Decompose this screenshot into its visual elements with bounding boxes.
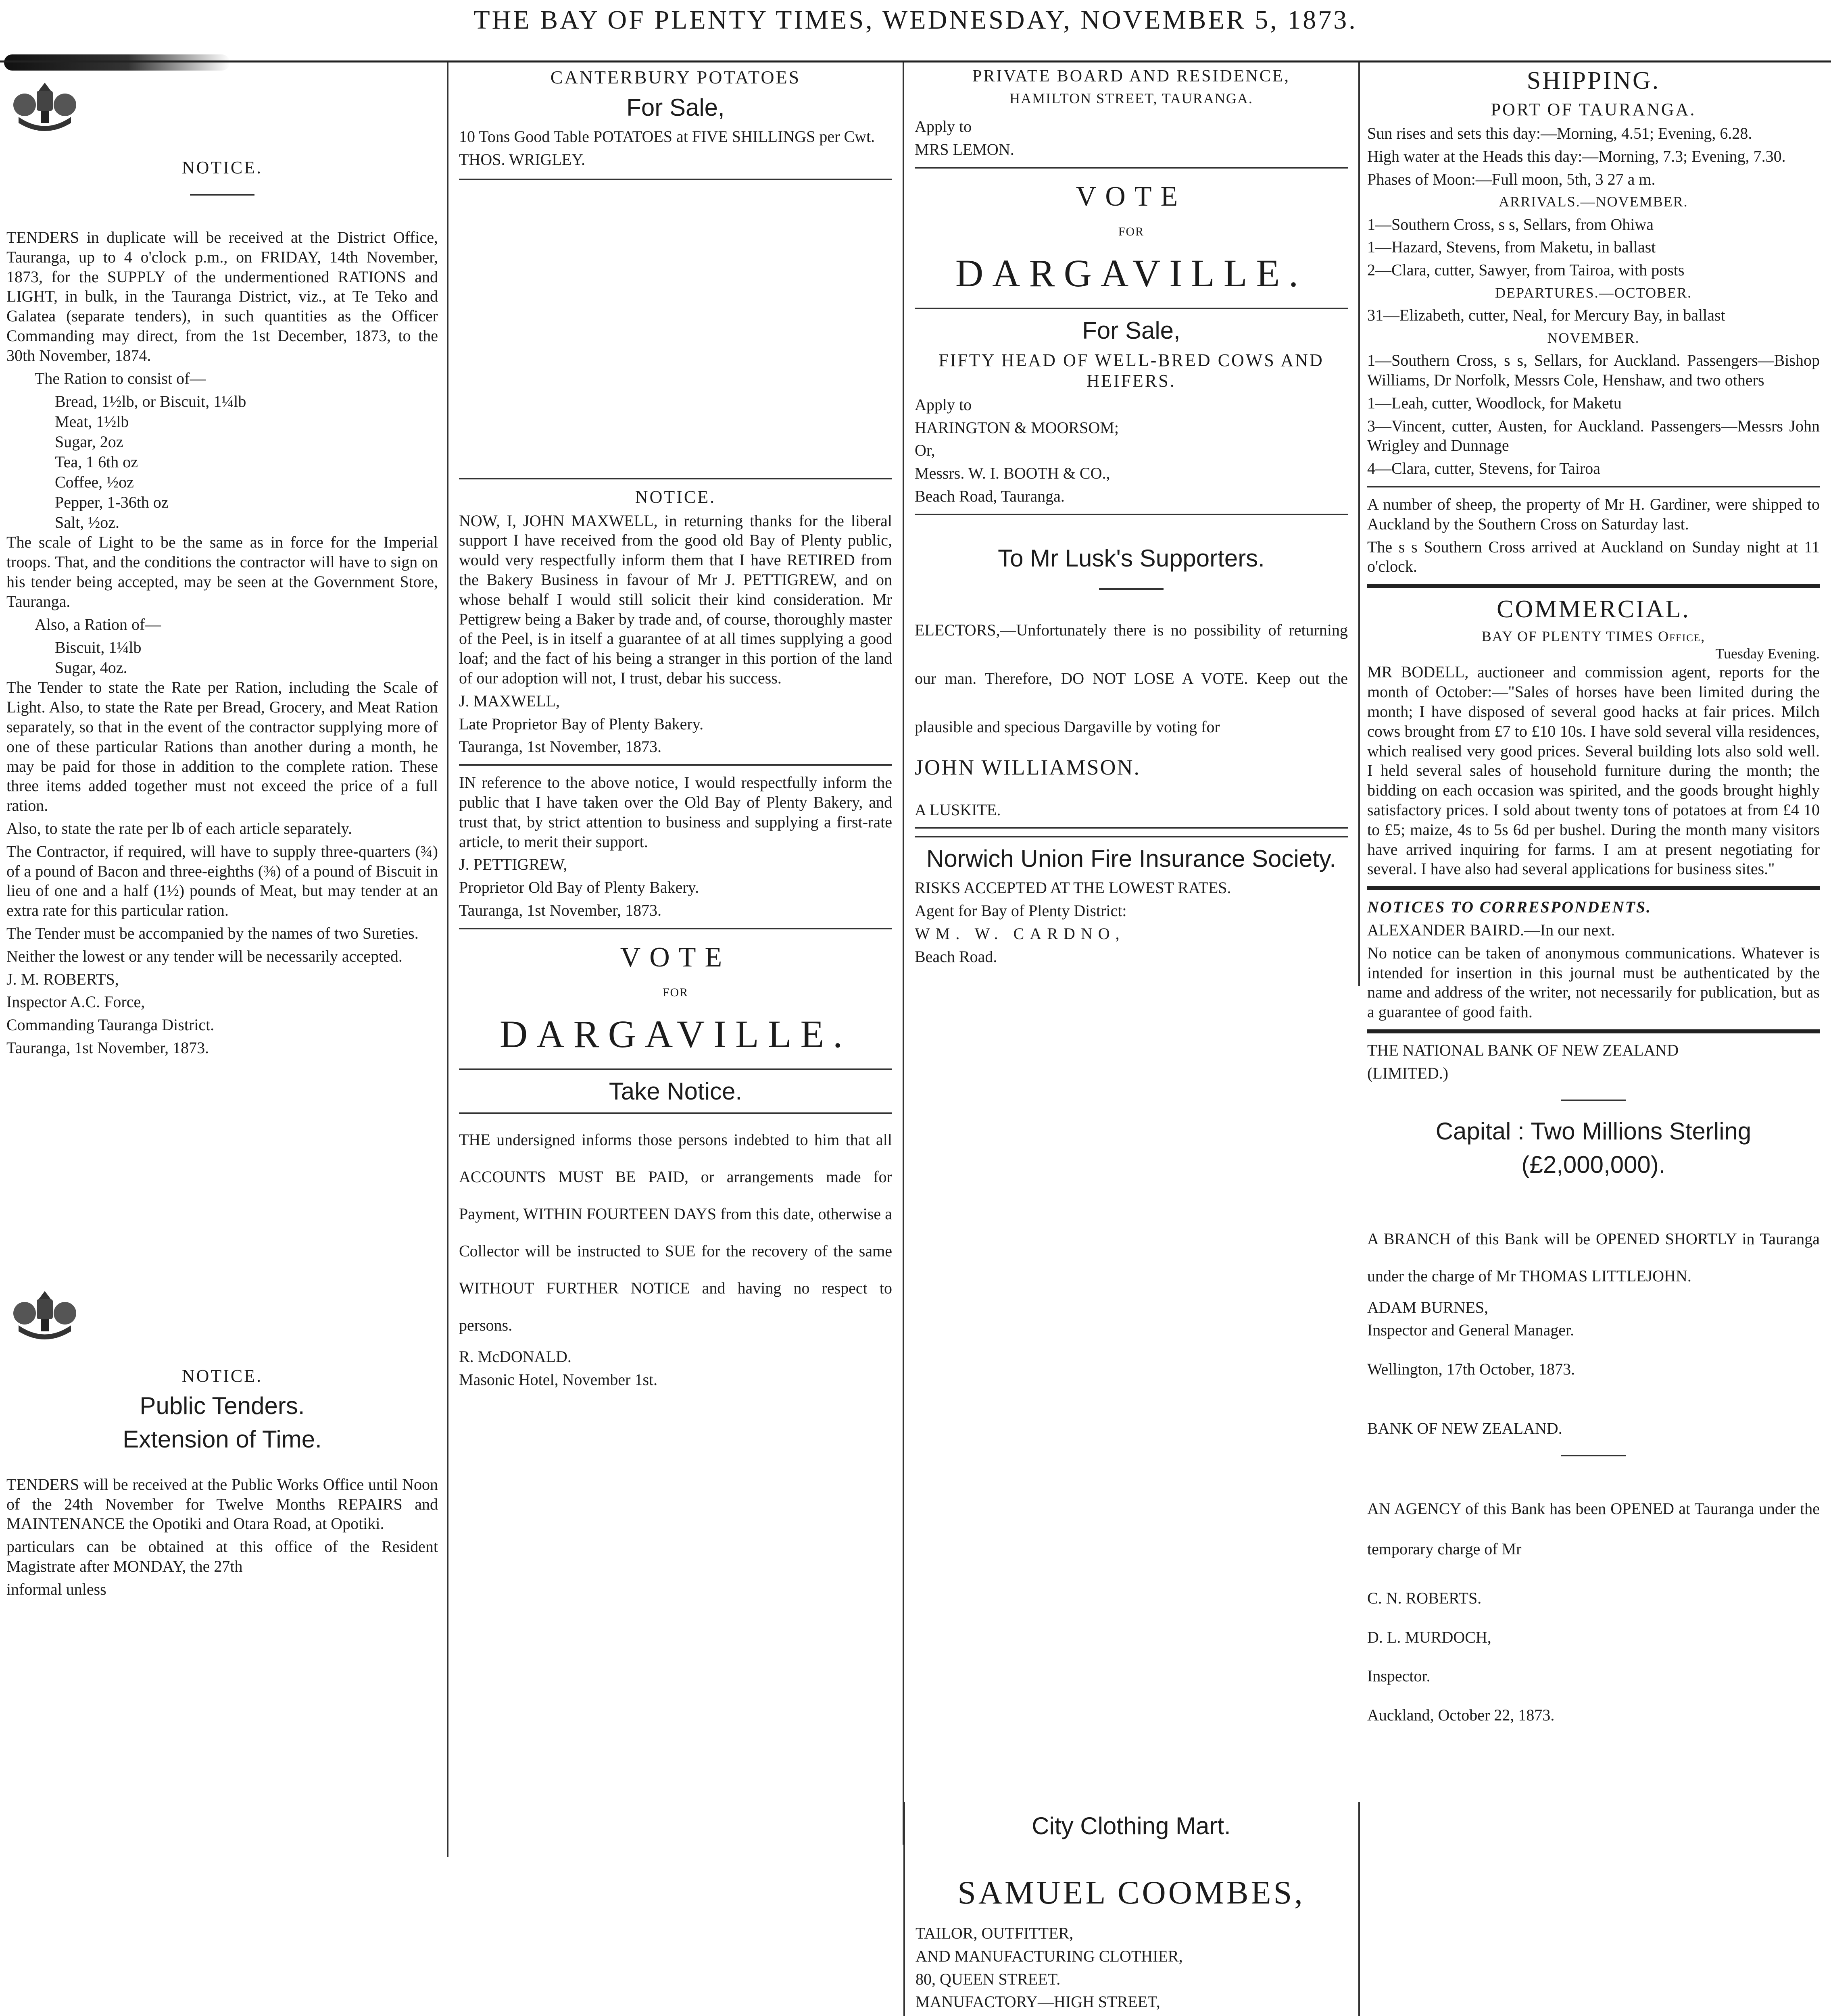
arrival-item: 1—Hazard, Stevens, from Maketu, in ballast bbox=[1367, 238, 1656, 256]
ad-signature: A LUSKITE. bbox=[915, 800, 1001, 819]
ad-bank-of-new-zealand bbox=[1367, 1419, 1820, 1725]
ad-heading: BANK OF NEW ZEALAND. bbox=[1367, 1419, 1562, 1438]
ad-place: Masonic Hotel, November 1st. bbox=[459, 1370, 658, 1389]
ad-city-clothing-mart bbox=[911, 1806, 1351, 2016]
notice-para: Neither the lowest or any tender will be necessarily accepted. bbox=[6, 947, 402, 965]
ad-heading: Norwich Union Fire Insurance Society. bbox=[926, 845, 1336, 873]
ad-name: MRS LEMON. bbox=[915, 140, 1014, 158]
ad-heading: THE NATIONAL BANK OF NEW ZEALAND bbox=[1367, 1041, 1679, 1060]
ad-signature: THOS. WRIGLEY. bbox=[459, 150, 585, 169]
departure-item: 4—Clara, cutter, Stevens, for Tairoa bbox=[1367, 459, 1601, 478]
notice-para: informal unless bbox=[6, 1580, 106, 1598]
departure-item: 1—Southern Cross, s s, Sellars, for Auckland. Passengers—Bishop Williams, Dr Norfolk, Messrs Cole, Henshaw, and two others bbox=[1367, 351, 1820, 389]
ad-agent: HARINGTON & MOORSOM; bbox=[915, 418, 1119, 437]
notice-bakery bbox=[459, 487, 892, 921]
departure-item: 1—Leah, cutter, Woodlock, for Maketu bbox=[1367, 394, 1622, 412]
ad-candidate: JOHN WILLIAMSON. bbox=[915, 755, 1141, 779]
ration-item: Meat, 1½lb bbox=[55, 412, 129, 431]
notice-subheading: Public Tenders. bbox=[140, 1392, 305, 1419]
notice-para: particulars can be obtained at this office of the Resident Magistrate after MONDAY, the 27th bbox=[6, 1537, 438, 1575]
ad-heading: PRIVATE BOARD AND RESIDENCE, bbox=[972, 67, 1290, 85]
arrival-item: 2—Clara, cutter, Sawyer, from Tairoa, with posts bbox=[1367, 261, 1685, 279]
ad-date: Wellington, 17th October, 1873. bbox=[1367, 1360, 1575, 1379]
also-list bbox=[6, 637, 438, 678]
ad-board-residence bbox=[915, 67, 1348, 160]
signature-name: J. PETTIGREW, bbox=[459, 855, 567, 874]
ad-body: AN AGENCY of this Bank has been OPENED at Tauranga under the temporary charge of Mr bbox=[1367, 1499, 1820, 1558]
ad-vote-dargaville bbox=[915, 181, 1348, 296]
ad-apply: Apply to bbox=[915, 117, 972, 136]
notice-subheading: Extension of Time. bbox=[123, 1425, 322, 1453]
ration-item: Sugar, 2oz bbox=[55, 433, 123, 451]
section-heading: SHIPPING. bbox=[1527, 67, 1660, 94]
column-3 bbox=[903, 62, 1359, 1272]
ad-trade: AND MANUFACTURING CLOTHIER, bbox=[916, 1947, 1183, 1965]
notice-heading: NOTICE. bbox=[181, 158, 263, 177]
masthead-title: THE BAY OF PLENTY TIMES, WEDNESDAY, NOVEMBER 5, 1873. bbox=[473, 5, 1358, 35]
notice-para: The Tender to state the Rate per Ration, including the Scale of Light. Also, to state the Rate per Bread, Grocery, and Meat Ration separately, so that in the event of the contractor supplying more of one of these particular Rations than another during a month, he may be paid for those in addition to the complete ration. These three items added together must not exceed the price of a full ration. bbox=[6, 678, 438, 815]
ad-capital: Capital : Two Millions Sterling bbox=[1435, 1117, 1752, 1145]
departures-heading: DEPARTURES.—OCTOBER. bbox=[1495, 284, 1692, 301]
arrivals-heading: ARRIVALS.—NOVEMBER. bbox=[1499, 194, 1688, 210]
commercial-office: BAY OF PLENTY TIMES Office, bbox=[1481, 628, 1706, 645]
ad-limited: (LIMITED.) bbox=[1367, 1064, 1449, 1082]
ad-title: Inspector and General Manager. bbox=[1367, 1321, 1574, 1339]
ad-signature: D. L. MURDOCH, bbox=[1367, 1628, 1491, 1646]
ration-list bbox=[6, 392, 438, 533]
section-commercial bbox=[1367, 595, 1820, 879]
commercial-day: Tuesday Evening. bbox=[1715, 646, 1820, 662]
signature-title: Proprietor Old Bay of Plenty Bakery. bbox=[459, 878, 699, 897]
ad-heading: To Mr Lusk's Supporters. bbox=[998, 544, 1265, 572]
ad-capital-amount: (£2,000,000). bbox=[1521, 1151, 1666, 1178]
departure-item: 31—Elizabeth, cutter, Neal, for Mercury Bay, in ballast bbox=[1367, 306, 1725, 325]
notice-para: The Tender must be accompanied by the names of two Sureties. bbox=[6, 924, 419, 942]
notice-para: The scale of Light to be the same as in force for the Imperial troops. That, and the conditions the contractor will have to sign on his tender being accepted, may be seen at the Government Store, Tauranga. bbox=[6, 533, 438, 610]
ad-agent: Messrs. W. I. BOOTH & CO., bbox=[915, 464, 1110, 483]
notice-para: TENDERS will be received at the Public Works Office until Noon of the 24th November for Twelve Months REPAIRS and MAINTENANCE the Opotiki and Otara Road, at Opotiki. bbox=[6, 1475, 438, 1533]
ad-take-notice bbox=[459, 1077, 892, 1390]
ad-trade: TAILOR, OUTFITTER, bbox=[916, 1924, 1074, 1942]
arrival-item: 1—Southern Cross, s s, Sellars, from Ohiwa bbox=[1367, 215, 1654, 233]
ad-body: ELECTORS,—Unfortunately there is no possibility of returning our man. Therefore, DO NOT LOSE A VOTE. Keep out the plausible and specious Dargaville by voting for bbox=[915, 621, 1348, 736]
ad-vote-dargaville bbox=[459, 941, 892, 1056]
notice-rations bbox=[6, 62, 438, 1058]
ad-agent: C. N. ROBERTS. bbox=[1367, 1589, 1482, 1607]
ad-norwich-union bbox=[915, 845, 1348, 966]
ad-heading: FIFTY HEAD OF WELL-BRED COWS AND HEIFERS. bbox=[938, 350, 1324, 391]
ad-signature: R. McDONALD. bbox=[459, 1347, 571, 1366]
shipping-note: The s s Southern Cross arrived at Auckland on Sunday night at 11 o'clock. bbox=[1367, 537, 1820, 576]
section-heading: COMMERCIAL. bbox=[1497, 596, 1690, 623]
notice-date: Tauranga, 1st November, 1873. bbox=[459, 737, 662, 756]
notice-public-tenders bbox=[6, 1271, 438, 1599]
ad-body: A BRANCH of this Bank will be OPENED SHORTLY in Tauranga under the charge of Mr THOMAS LITTLEJOHN. bbox=[1367, 1229, 1820, 1285]
notice-heading: NOTICE. bbox=[181, 1366, 263, 1386]
ad-potatoes bbox=[459, 67, 892, 180]
ad-signature: ADAM BURNES, bbox=[1367, 1298, 1489, 1316]
section-subheading: PORT OF TAURANGA. bbox=[1491, 100, 1696, 119]
departure-item: 3—Vincent, cutter, Austen, for Auckland. Passengers—Messrs John Wrigley and Dunnage bbox=[1367, 417, 1820, 455]
ad-lusk-supporters bbox=[915, 523, 1348, 820]
signature-title: Late Proprietor Bay of Plenty Bakery. bbox=[459, 714, 704, 733]
ad-body: THE undersigned informs those persons indebted to him that all ACCOUNTS MUST BE PAID, or arrangements made for Payment, WITHIN FOURTEEN DAYS from this date, otherwise a Collector will be instructed to SUE for the recovery of the same WITHOUT FURTHER NOTICE and having no respect to persons. bbox=[459, 1130, 892, 1334]
ad-address: Beach Road. bbox=[915, 947, 997, 966]
correspondent-line: ALEXANDER BAIRD.—In our next. bbox=[1367, 921, 1615, 939]
notice-para: TENDERS in duplicate will be received at the District Office, Tauranga, up to 4 o'clock p.m., on FRIDAY, 14th November, 1873, for the SUPPLY of the undermentioned RATIONS and LIGHT, in bulk, in the Tauranga District, viz., at Te Teko and Galatea (separate tenders), in such quantities as the Officer Commanding may direct, from the 1st December, 1873, to the 30th November, 1874. bbox=[6, 228, 438, 364]
notice-para: NOW, I, JOHN MAXWELL, in returning thanks for the liberal support I have received from the good old Bay of Plenty public, would very respectfully inform them that I have RETIRED from the Bakery Business in favour of Mr J. PETTIGREW, and on whose behalf I would still solicit their kind consideration. Mr Pettigrew being a Baker by trade and, of course, thoroughly master of the Peel, is in itself a guarantee of at all times supplying a good loaf; and the fact of his being a stranger in this portion of the land of our adoption will not, I trust, debar his success. bbox=[459, 511, 892, 687]
vote-for: FOR bbox=[1118, 225, 1145, 238]
ad-agent-line: Agent for Bay of Plenty District: bbox=[915, 902, 1127, 920]
also-item: Sugar, 4oz. bbox=[55, 658, 127, 677]
ad-street: HAMILTON STREET, TAURANGA. bbox=[1009, 90, 1253, 106]
ad-heading: City Clothing Mart. bbox=[1032, 1812, 1231, 1839]
column-1 bbox=[0, 62, 448, 1853]
column-rule-3b bbox=[903, 1802, 905, 2016]
also-intro: Also, a Ration of— bbox=[35, 615, 161, 633]
ration-item: Salt, ½oz. bbox=[55, 513, 119, 532]
ad-address: Beach Road, Tauranga. bbox=[915, 487, 1065, 505]
ad-subheading: For Sale, bbox=[1082, 317, 1180, 344]
notice-date: Tauranga, 1st November, 1873. bbox=[6, 1038, 209, 1057]
ad-heading: Take Notice. bbox=[609, 1077, 742, 1105]
ration-item: Pepper, 1-36th oz bbox=[55, 493, 169, 512]
signature-name: J. M. ROBERTS, bbox=[6, 970, 119, 988]
separator bbox=[190, 194, 254, 196]
section-shipping bbox=[1367, 67, 1820, 577]
coat-of-arms-icon bbox=[6, 1287, 83, 1347]
ration-item: Bread, 1½lb, or Biscuit, 1¼lb bbox=[55, 392, 246, 411]
ad-name: SAMUEL COOMBES, bbox=[957, 1874, 1305, 1911]
notice-date: Tauranga, 1st November, 1873. bbox=[459, 901, 662, 919]
shipping-line: Sun rises and sets this day:—Morning, 4.51; Evening, 6.28. bbox=[1367, 124, 1752, 142]
ad-date: Auckland, October 22, 1873. bbox=[1367, 1706, 1555, 1724]
ad-or: Or, bbox=[915, 441, 935, 460]
column-2 bbox=[448, 62, 903, 1845]
ad-address: 80, QUEEN STREET. bbox=[916, 1970, 1061, 1988]
ration-intro: The Ration to consist of— bbox=[35, 369, 206, 387]
departures-month: NOVEMBER. bbox=[1547, 329, 1640, 346]
ad-apply: Apply to bbox=[915, 395, 972, 414]
signature-title: Commanding Tauranga District. bbox=[6, 1016, 215, 1034]
shipping-line: Phases of Moon:—Full moon, 5th, 3 27 a m. bbox=[1367, 170, 1656, 188]
vote-heading: VOTE bbox=[620, 941, 731, 973]
ad-agent: WM. W. CARDNO, bbox=[915, 925, 1125, 943]
ad-body: RISKS ACCEPTED AT THE LOWEST RATES. bbox=[915, 879, 1231, 897]
section-heading: NOTICES TO CORRESPONDENTS. bbox=[1367, 898, 1652, 916]
vote-heading: VOTE bbox=[1076, 181, 1187, 212]
ad-national-bank bbox=[1367, 1041, 1820, 1379]
ration-item: Coffee, ½oz bbox=[55, 473, 134, 492]
notice-para: IN reference to the above notice, I would respectfully inform the public that I have taken over the Old Bay of Plenty Bakery, and trust that, by strict attention to business and supplying a first-rate article, to merit their support. bbox=[459, 773, 892, 851]
ad-cows bbox=[915, 317, 1348, 506]
vote-candidate: DARGAVILLE. bbox=[955, 251, 1308, 295]
shipping-note: A number of sheep, the property of Mr H. Gardiner, were shipped to Auckland by the Southern Cross on Saturday last. bbox=[1367, 495, 1820, 533]
notice-para: The Contractor, if required, will have to supply three-quarters (¾) of a pound of Bacon and three-eighths (⅜) of a pound of Biscuit in lieu of one and a half (1½) pounds of Meat, but may tender at an extra rate for this particular ration. bbox=[6, 842, 438, 920]
commercial-report: MR BODELL, auctioneer and commission agent, reports for the month of October:—"Sales of horses have been limited during the month; I have disposed of several good hacks at fair prices. Milch cows brought from £7 to £10 10s. I have sold several villa residences, which realised very good prices. Several building lots also sold well. I held several sales of household furniture during the month; the bidding on each occasion was spirited, and the goods brought highly satisfactory prices. I sold about twenty tons of potatoes at from £4 10 to £5; maize, 4s to 5s 6d per bushel. During the month many visitors have arrived inquiring for farms. I am at present negotiating for several. I have also had several applications for business sites." bbox=[1367, 663, 1820, 878]
ad-body: 10 Tons Good Table POTATOES at FIVE SHILLINGS per Cwt. bbox=[459, 127, 875, 146]
section-correspondents bbox=[1367, 898, 1820, 1022]
notice-heading: NOTICE. bbox=[635, 487, 716, 507]
ad-heading: CANTERBURY POTATOES bbox=[550, 67, 801, 87]
column-4 bbox=[1359, 62, 1831, 2016]
notice-para: Also, to state the rate per lb of each article separately. bbox=[6, 819, 352, 837]
vote-for: FOR bbox=[662, 985, 689, 999]
signature-name: J. MAXWELL, bbox=[459, 691, 560, 710]
ad-title: Inspector. bbox=[1367, 1667, 1431, 1685]
signature-title: Inspector A.C. Force, bbox=[6, 993, 145, 1011]
vote-candidate: DARGAVILLE. bbox=[499, 1012, 852, 1056]
ad-factory: MANUFACTORY—HIGH STREET, bbox=[916, 1993, 1160, 2011]
coat-of-arms-icon bbox=[6, 79, 83, 139]
shipping-line: High water at the Heads this day:—Morning, 7.3; Evening, 7.30. bbox=[1367, 147, 1786, 165]
ad-subheading: For Sale, bbox=[626, 94, 725, 121]
also-item: Biscuit, 1¼lb bbox=[55, 638, 142, 657]
correspondent-line: No notice can be taken of anonymous communications. Whatever is intended for insertion in this journal must be authenticated by the name and address of the writer, not necessarily for publication, but as a guarantee of good faith. bbox=[1367, 943, 1820, 1021]
masthead bbox=[0, 0, 1831, 44]
ration-item: Tea, 1 6th oz bbox=[55, 453, 138, 471]
